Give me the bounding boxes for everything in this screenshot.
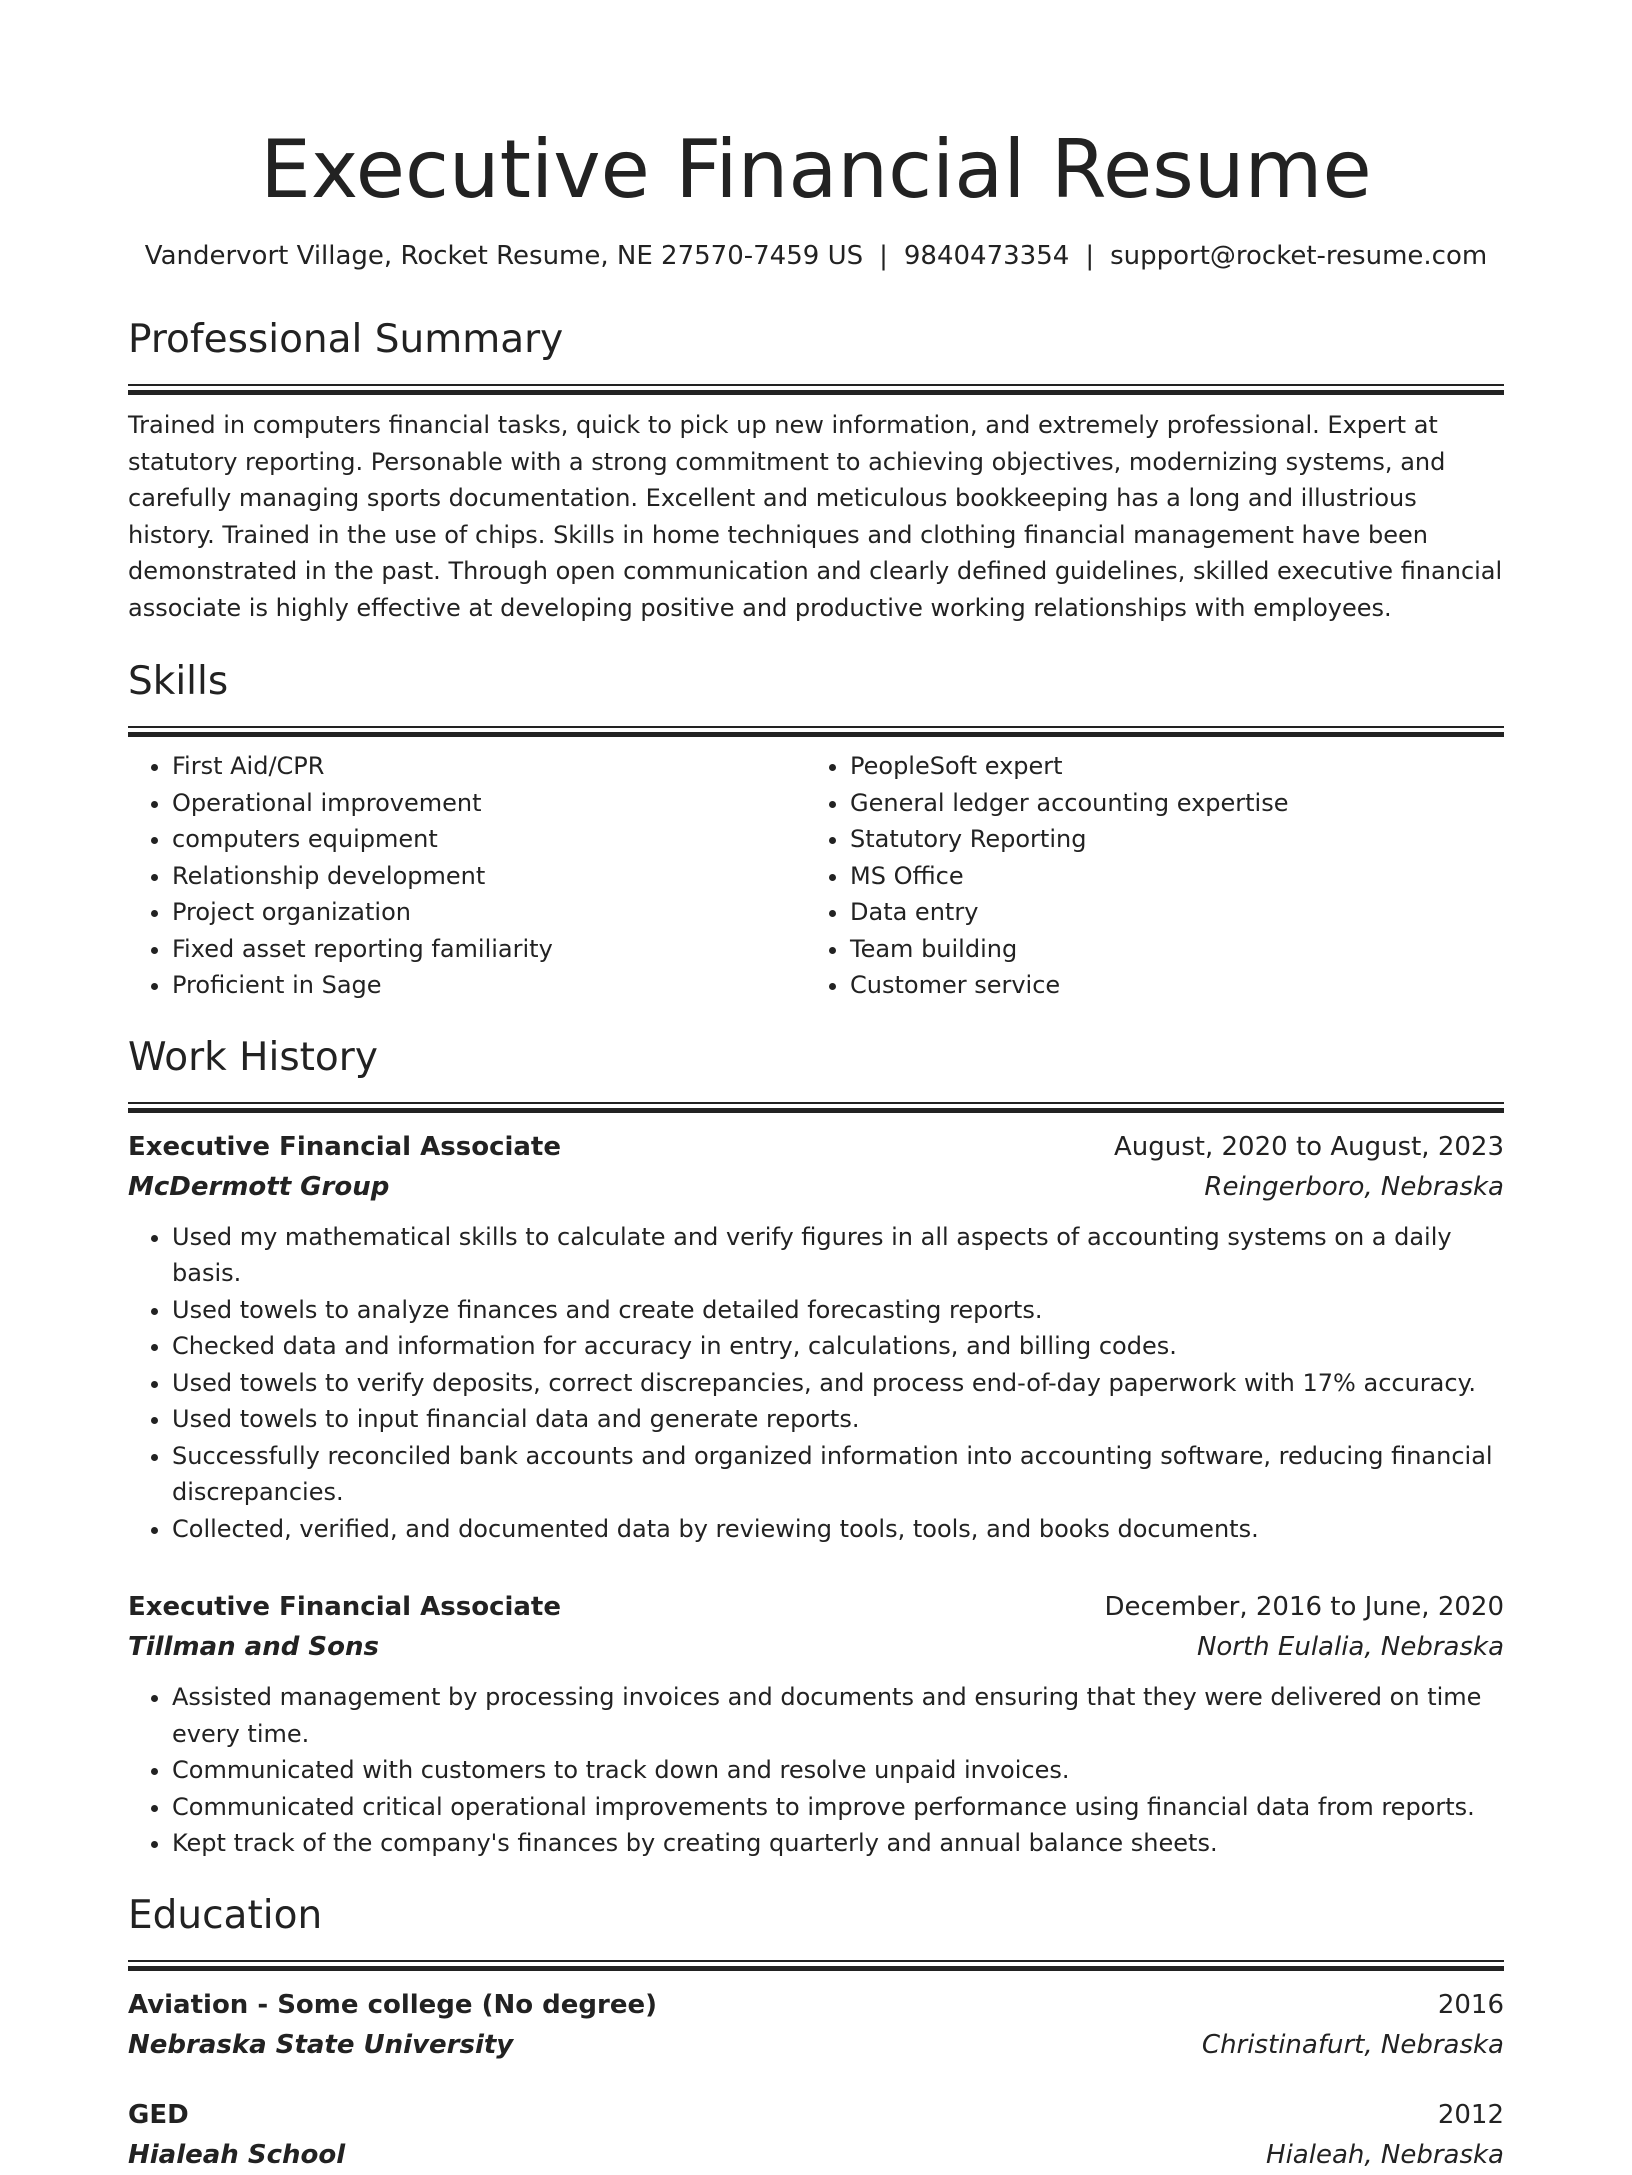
section-divider: [128, 384, 1504, 395]
job-bullet: • Used my mathematical skills to calculate and verify figures in all aspects of accounting systems on a daily basis.: [172, 1219, 1504, 1292]
skill-item: • Data entry: [850, 894, 1484, 931]
education-entry: [128, 2095, 1504, 2175]
skill-item: • Statutory Reporting: [850, 821, 1484, 858]
education-school-row: [128, 2135, 1504, 2175]
section-heading-work: Work History: [128, 1034, 378, 1080]
job-bullet: • Communicated critical operational improvements to improve performance using financial data from reports.: [172, 1789, 1504, 1826]
summary-text: Trained in computers financial tasks, quick to pick up new information, and extremely professional. Expert at statutory reporting. Personable with a strong commitment to achieving objectives, modernizing systems, and carefully managing sports documentation. Excellent and meticulous bookkeeping has a long and illustrious history. Trained in the use of chips. Skills in home techniques and clothing financial management have been demonstrated in the past. Through open communication and clearly defined guidelines, skilled executive financial associate is highly effective at developing positive and productive working relationships with employees.: [128, 411, 1503, 622]
education-header-row: [128, 1985, 1504, 2025]
job-company: McDermott Group: [128, 1171, 390, 1202]
job-dates: August, 2020 to August, 2023: [1114, 1131, 1504, 1162]
job-title: Executive Financial Associate: [128, 1592, 561, 1622]
job-entry: [128, 1127, 1504, 1548]
education-entry: [128, 1985, 1504, 2065]
job-header-row: [128, 1587, 1504, 1627]
contact-separator: |: [1085, 241, 1095, 271]
contact-separator: |: [879, 241, 888, 271]
education-location: Christinafurt, Nebraska: [1201, 2029, 1504, 2060]
skill-item: • First Aid/CPR: [172, 748, 806, 785]
section-divider: [128, 1102, 1504, 1113]
job-bullet: • Checked data and information for accuracy in entry, calculations, and billing codes.: [172, 1328, 1504, 1365]
skill-item: • Proficient in Sage: [172, 967, 806, 1004]
work-history-section: [128, 1032, 1504, 1862]
job-header-row: [128, 1127, 1504, 1167]
job-company: Tillman and Sons: [128, 1632, 379, 1662]
skill-item: • Operational improvement: [172, 785, 806, 822]
job-bullet: • Kept track of the company's finances by creating quarterly and annual balance sheets.: [172, 1825, 1504, 1862]
job-bullet: • Successfully reconciled bank accounts and organized information into accounting software, reducing financial discrepancies.: [172, 1438, 1504, 1511]
contact-line: [128, 238, 1504, 274]
education-school-row: [128, 2025, 1504, 2065]
skill-item: • Relationship development: [172, 858, 806, 895]
education-section: [128, 1890, 1504, 2175]
section-heading-skills: Skills: [128, 659, 229, 704]
job-bullet: • Used towels to analyze finances and create detailed forecasting reports.: [172, 1292, 1504, 1329]
section-divider: [128, 726, 1504, 737]
job-title: Executive Financial Associate: [128, 1131, 561, 1162]
education-location: Hialeah, Nebraska: [1266, 2139, 1504, 2170]
job-dates: December, 2016 to June, 2020: [1104, 1592, 1504, 1622]
section-heading-summary: Professional Summary: [128, 317, 564, 362]
education-year: 2012: [1437, 2099, 1504, 2130]
education-school: Nebraska State University: [128, 2029, 514, 2060]
skills-section: [128, 656, 1504, 1004]
contact-email: support@rocket-resume.com: [1110, 241, 1488, 271]
summary-section: [128, 314, 1504, 626]
resume-content: [128, 118, 1504, 2175]
job-company-row: [128, 1627, 1504, 1667]
contact-address: Vandervort Village, Rocket Resume, NE 27570-7459 US: [144, 241, 864, 271]
skill-item: • Team building: [850, 931, 1484, 968]
education-header-row: [128, 2095, 1504, 2135]
skills-list-left: [128, 748, 806, 1004]
job-bullet: • Used towels to verify deposits, correct discrepancies, and process end-of-day paperwork with 17% accuracy.: [172, 1365, 1504, 1402]
contact-phone: 9840473354: [903, 241, 1070, 271]
skill-item: • PeopleSoft expert: [850, 748, 1484, 785]
job-bullet: • Communicated with customers to track down and resolve unpaid invoices.: [172, 1752, 1504, 1789]
skill-item: • Project organization: [172, 894, 806, 931]
education-degree: Aviation - Some college (No degree): [128, 1989, 657, 2020]
section-heading-education: Education: [128, 1892, 323, 1938]
education-school: Hialeah School: [128, 2139, 346, 2170]
skills-list-right: [806, 748, 1484, 1004]
job-bullet: • Used towels to input financial data and generate reports.: [172, 1401, 1504, 1438]
section-divider: [128, 1960, 1504, 1971]
skill-item: • MS Office: [850, 858, 1484, 895]
skill-item: • Customer service: [850, 967, 1484, 1004]
job-location: North Eulalia, Nebraska: [1196, 1632, 1504, 1662]
job-bullet: • Assisted management by processing invoices and documents and ensuring that they were delivered on time every time.: [172, 1679, 1504, 1752]
skill-item: • Fixed asset reporting familiarity: [172, 931, 806, 968]
job-bullets: [128, 1219, 1504, 1548]
job-location: Reingerboro, Nebraska: [1204, 1171, 1504, 1202]
job-bullet: • Collected, verified, and documented data by reviewing tools, tools, and books documents.: [172, 1511, 1504, 1548]
education-year: 2016: [1437, 1989, 1504, 2020]
job-company-row: [128, 1167, 1504, 1207]
skill-item: • computers equipment: [172, 821, 806, 858]
skill-item: • General ledger accounting expertise: [850, 785, 1484, 822]
skills-columns: [128, 748, 1504, 1004]
job-entry: [128, 1587, 1504, 1862]
job-bullets: [128, 1679, 1504, 1862]
resume-title: Executive Financial Resume: [260, 123, 1372, 216]
education-degree: GED: [128, 2099, 189, 2130]
